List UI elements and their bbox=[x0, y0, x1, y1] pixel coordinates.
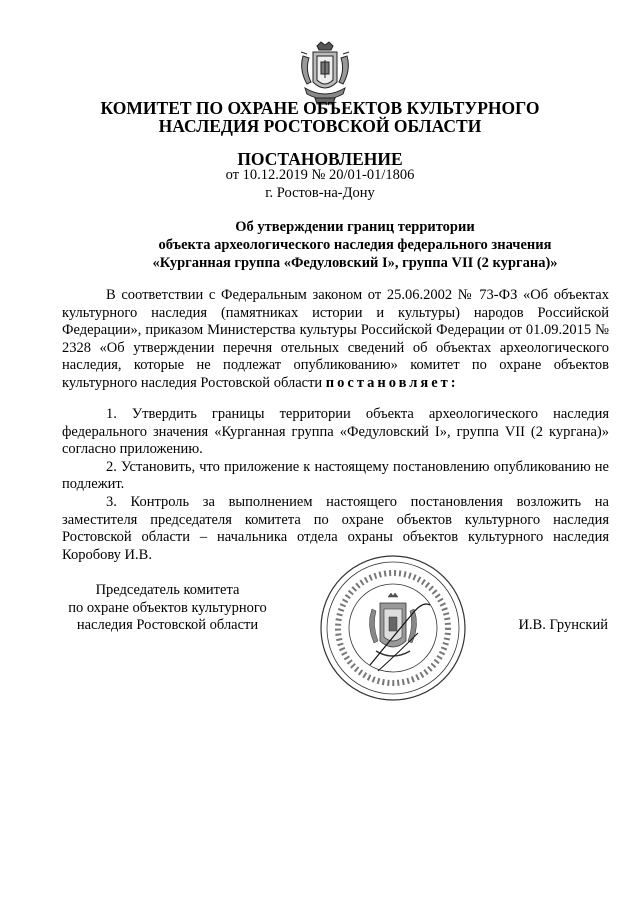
document-title-line3: «Курганная группа «Федуловский I», группа VII (2 кургана)» bbox=[152, 255, 558, 271]
decree-item-2: 2. Установить, что приложение к настоящему постановлению опубликованию не подлежит. bbox=[62, 458, 609, 493]
document-title-line1: Об утверждении границ территории bbox=[235, 219, 475, 235]
org-name-line1: КОМИТЕТ ПО ОХРАНЕ ОБЪЕКТОВ КУЛЬТУРНОГО bbox=[100, 98, 540, 118]
decree-word: постановляет: bbox=[325, 374, 459, 391]
signatory-position-line1: Председатель комитета bbox=[95, 582, 240, 598]
document-city: г. Ростов-на-Дону bbox=[265, 185, 375, 201]
decree-items bbox=[62, 406, 609, 564]
decree-item-1: 1. Утвердить границы территории объекта археологического наследия федерального значения «Курганная группа «Федуловский I», группа VII (2 кургана)» согласно приложению. bbox=[62, 406, 609, 458]
document-title-line2: объекта археологического наследия федерального значения bbox=[158, 237, 552, 253]
intro-paragraph bbox=[62, 287, 609, 393]
signatory-position-line2: по охране объектов культурного bbox=[68, 599, 267, 616]
document-date-number: от 10.12.2019 № 20/01-01/1806 bbox=[225, 167, 415, 183]
signatory-position-line3: наследия Ростовской области bbox=[76, 617, 259, 634]
signatory-name: И.В. Грунский bbox=[518, 617, 608, 633]
org-name-line2: НАСЛЕДИЯ РОСТОВСКОЙ ОБЛАСТИ bbox=[158, 116, 482, 136]
official-seal-icon bbox=[318, 553, 468, 703]
document-type: ПОСТАНОВЛЕНИЕ bbox=[237, 149, 403, 169]
decree-item-3: 3. Контроль за выполнением настоящего постановления возложить на заместителя председателя комитета по охране объектов культурного наследия Ростовской области – начальника отдела охраны объектов культурного наследия Коробову И.В. bbox=[62, 493, 609, 563]
signatory-position bbox=[60, 582, 275, 635]
intro-text: В соответствии с Федеральным законом от 25.06.2002 № 73-ФЗ «Об объектах культурного наследия (памятниках истории и культуры) народов Российской Федерации», приказом Министерства культуры Российской Федерации от 01.09.2015 № 2328 «Об утверждении перечня отельных сведений об объектах археологического наследия, которые не подлежат опубликованию» комитет по охране объектов культурного наследия Ростовской области bbox=[62, 287, 609, 391]
